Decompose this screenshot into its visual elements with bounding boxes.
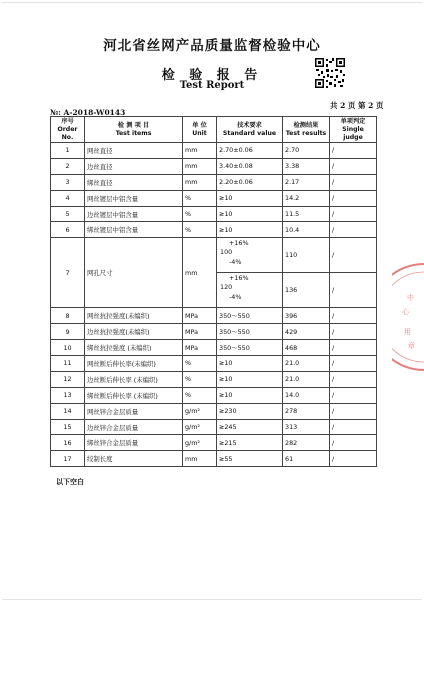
- table-row: 11 网丝断后伸长率(未编织) % ≥10 21.0 /: [51, 356, 377, 372]
- table-row: 14 网丝锌合金层质量 g/m² ≥230 278 /: [51, 403, 377, 419]
- organization-name: 河北省丝网产品质量监督检验中心: [103, 38, 321, 54]
- table-row: 9 边丝抗拉强度(未编织) MPa 350～550 429 /: [51, 324, 377, 340]
- table-row: 17 绞制长度 mm ≥55 61 /: [51, 451, 377, 467]
- table-row: 12 边丝断后伸长率 (未编织) % ≥10 21.0 /: [51, 371, 377, 387]
- standard-range: +16% 120 -4%: [217, 273, 283, 308]
- table-row: 8 网丝抗拉强度(未编织) MPa 350～550 396 /: [51, 308, 377, 324]
- test-results-table: [50, 116, 377, 467]
- table-row: 6 绑丝镀层中铝含量 % ≥10 10.4 /: [51, 222, 377, 238]
- table-row: 15 边丝锌合金层质量 g/m² ≥245 313 /: [51, 419, 377, 435]
- table-row: 16 绑丝锌合金层质量 g/m² ≥215 282 /: [51, 435, 377, 451]
- column-header-test-results: 检测结果 Test results: [283, 117, 330, 143]
- svg-text:心: 心: [402, 308, 409, 316]
- report-title-en: Test Report: [179, 80, 245, 91]
- table-row: 1 网丝直径 mm 2.70±0.06 2.70 /: [51, 143, 377, 159]
- column-header-single-judge: 单项判定 Single judge: [330, 117, 377, 143]
- table-row: 5 边丝镀层中铝含量 % ≥10 11.5 /: [51, 206, 377, 222]
- table-row: 13 绑丝断后伸长率 (未编织) % ≥10 14.0 /: [51, 387, 377, 403]
- column-header-unit: 单 位 Unit: [183, 117, 217, 143]
- table-row: 7 网孔尺寸 mm +16% 100 -4% 110 /: [51, 238, 377, 273]
- table-row: 3 绑丝直径 mm 2.20±0.06 2.17 /: [51, 174, 377, 190]
- svg-text:中: 中: [407, 294, 414, 302]
- official-seal-stamp: [392, 262, 424, 372]
- svg-text:用: 用: [404, 328, 411, 336]
- table-row: +16% 120 -4% 136 /: [51, 273, 377, 308]
- table-row: 4 网丝镀层中铝含量 % ≥10 14.2 /: [51, 190, 377, 206]
- table-header-row: [51, 117, 377, 143]
- page-number: 共 2 页 第 2 页: [330, 101, 384, 110]
- qr-code-icon: [314, 57, 346, 89]
- blank-below-note: 以下空白: [56, 477, 84, 486]
- table-row: 2 边丝直径 mm 3.40±0.08 3.38 /: [51, 158, 377, 174]
- svg-text:章: 章: [408, 342, 415, 350]
- column-header-order-no: 序号 Order No.: [51, 117, 85, 143]
- column-header-standard-value: 技术要求 Standard value: [217, 117, 283, 143]
- report-title-cn: 检 验 报 告: [161, 68, 263, 83]
- report-number: №: A-2018-W0143: [50, 108, 126, 117]
- standard-range: +16% 100 -4%: [217, 238, 283, 273]
- table-row: 10 绑丝抗拉强度 (未编织) MPa 350～550 468 /: [51, 340, 377, 356]
- column-header-test-items: 检 测 项 目 Test items: [85, 117, 183, 143]
